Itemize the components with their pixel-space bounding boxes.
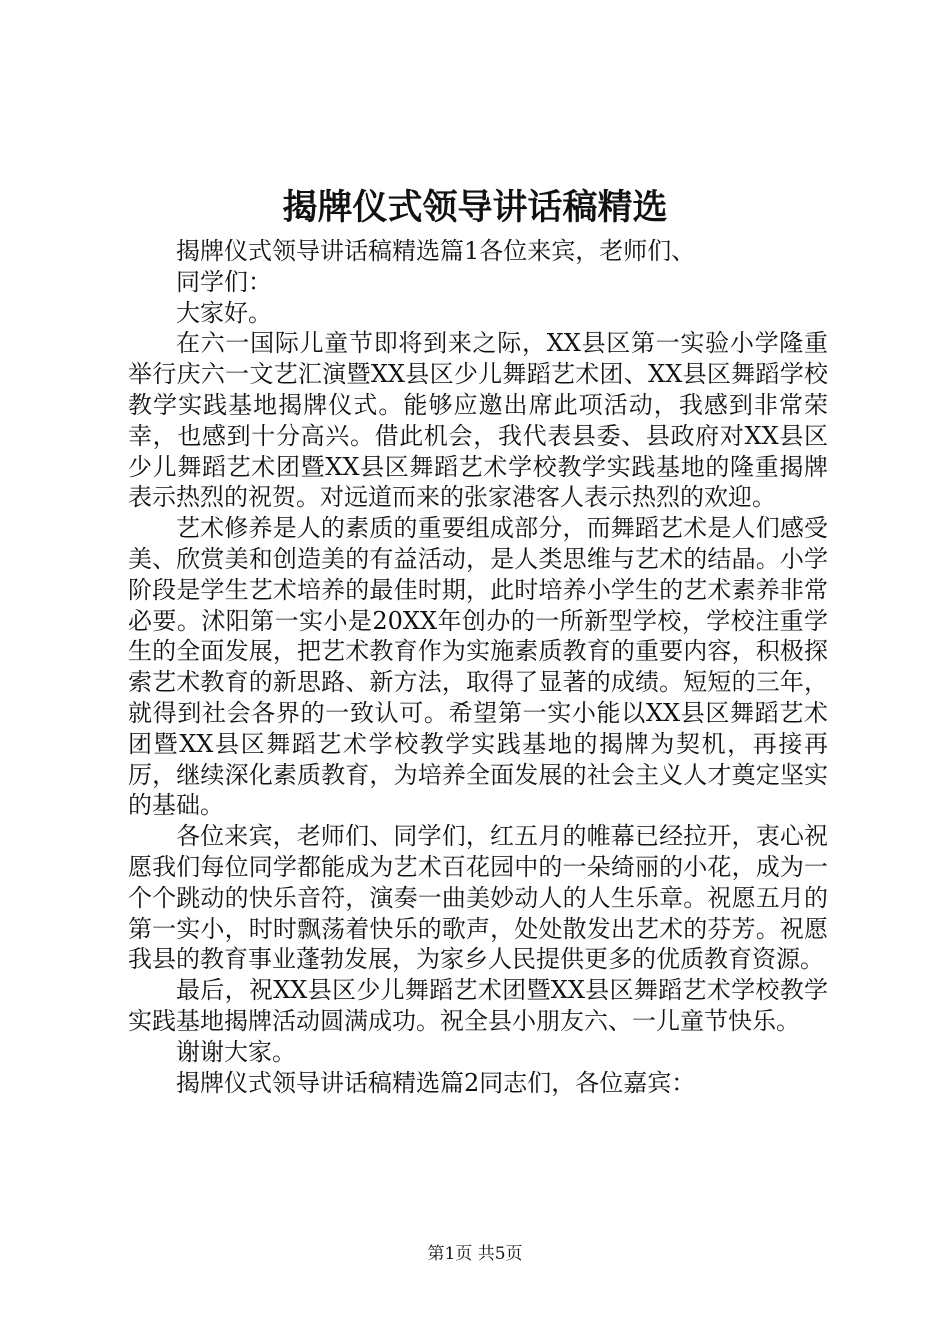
paragraph-greeting: 大家好。 [176, 298, 272, 327]
document-title: 揭牌仪式领导讲话稿精选 [282, 187, 668, 228]
document-body [128, 236, 828, 1098]
paragraph-art-education: 艺术修养是人的素质的重要组成部分，而舞蹈艺术是人们感受美、欣赏美和创造美的有益活动，是人类思维与艺术的结晶。小学阶段是学生艺术培养的最佳时期，此时培养小学生的艺术素养非常必要。沭阳第一实小是20XX年创办的一所新型学校，学校注重学生的全面发展，把艺术教育作为实施素质教育的重要内容，积极探索艺术教育的新思路、新方法，取得了显著的成绩。短短的三年，就得到社会各界的一致认可。希望第一实小能以XX县区舞蹈艺术团暨XX县区舞蹈艺术学校教学实践基地的揭牌为契机，再接再厉，继续深化素质教育，为培养全面发展的社会主义人才奠定坚实的基础。 [128, 514, 828, 820]
paragraph-closing: 最后，祝XX县区少儿舞蹈艺术团暨XX县区舞蹈艺术学校教学实践基地揭牌活动圆满成功。祝全县小朋友六、一儿童节快乐。 [128, 976, 828, 1035]
paragraph-opening: 揭牌仪式领导讲话稿精选篇1各位来宾，老师们、 [176, 237, 696, 265]
page-footer: 第1页 共5页 [427, 1244, 523, 1264]
paragraph-thanks: 谢谢大家。 [176, 1037, 296, 1066]
paragraph-salutation: 同学们： [176, 267, 272, 296]
paragraph-speech-2-opening: 揭牌仪式领导讲话稿精选篇2同志们，各位嘉宾： [176, 1068, 696, 1097]
paragraph-introduction: 在六一国际儿童节即将到来之际，XX县区第一实验小学隆重举行庆六一文艺汇演暨XX县区少儿舞蹈艺术团、XX县区舞蹈学校教学实践基地揭牌仪式。能够应邀出席此项活动，我感到非常荣幸，也感到十分高兴。借此机会，我代表县委、县政府对XX县区少儿舞蹈艺术团暨XX县区舞蹈艺术学校教学实践基地的隆重揭牌表示热烈的祝贺。对远道而来的张家港客人表示热烈的欢迎。 [128, 329, 828, 512]
paragraph-wishes: 各位来宾，老师们、同学们，红五月的帷幕已经拉开，衷心祝愿我们每位同学都能成为艺术百花园中的一朵绮丽的小花，成为一个个跳动的快乐音符，演奏一曲美妙动人的人生乐章。祝愿五月的第一实小，时时飘荡着快乐的歌声，处处散发出艺术的芬芳。祝愿我县的教育事业蓬勃发展，为家乡人民提供更多的优质教育资源。 [128, 822, 828, 974]
